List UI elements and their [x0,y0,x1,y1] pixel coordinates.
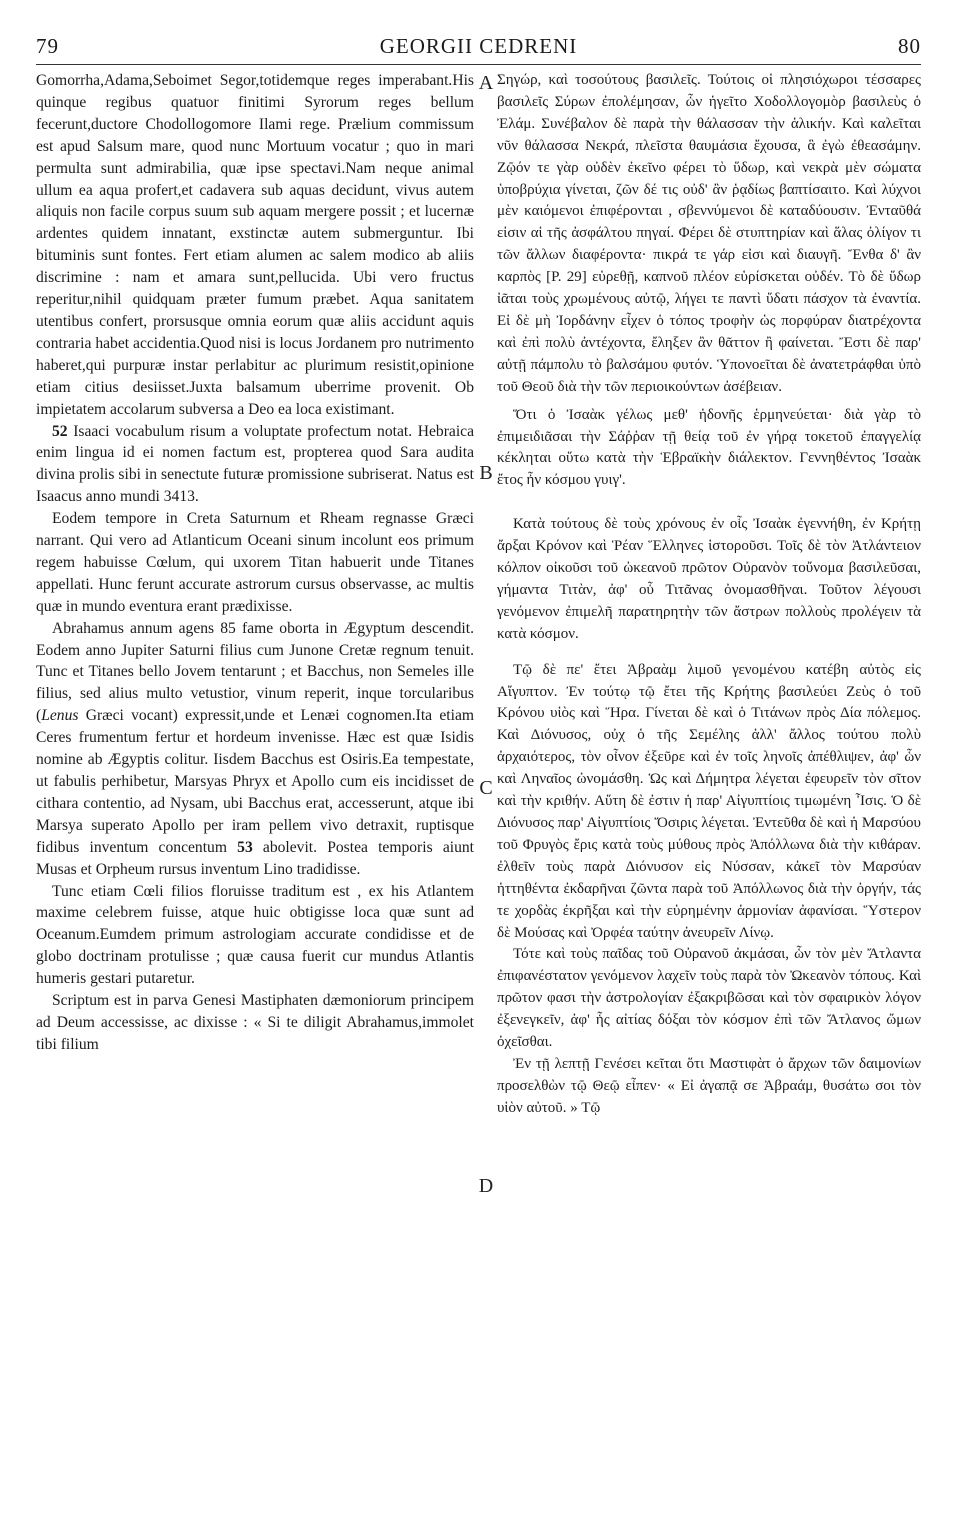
greek-paragraph-1: Σηγώρ, καὶ τοσούτους βασιλεῖς. Τούτοις οἱ πλησιόχωροι τέσσαρες βασιλεῖς Σύρων ἐπολέμησαν, ὧν ἡγεῖτο Χοδολλογομὸρ βασιλεὺς ὁ Ἐλάμ. Συνέβαλον δὲ παρὰ τὴν θάλασσαν τὴν ἁλικήν. Καὶ καλεῖται νῦν θάλασσα Νεκρά, πλεῖστα θαυμάσια ἔχουσα, ἃ ἐγὼ ἐθεασάμην. Ζῷόν τε γὰρ οὐδὲν ἐκεῖνο φέρει τὸ ὕδωρ, καὶ νεκρὰ μὲν σώματα ὑποβρύχια γίνεται, ζῶν δέ τις οὐδ' ἂν ῥᾳδίως βαπτίσαιτο. Καὶ λύχνοι μὲν καιόμενοι ἐπιφέρονται , σβεννύμενοι δὲ καταδύουσιν. Ἐνταῦθά εἰσιν αἱ τῆς ἀσφάλτου πηγαί. Φέρει δὲ στυπτηρίαν καὶ ἅλας ὀλίγον τι τῶν ἄλλων διαφέροντα· πικρά τε γάρ εἰσι καὶ διαυγῆ. Ἔνθα δ' ἂν καρπὸς [P. 29] εὑρεθῇ, καπνοῦ πλέον εὑρίσκεται οὐδέν. Τὸ δὲ ὕδωρ ἰᾶται τοὺς χρωμένους αὐτῷ, λήγει τε παντὶ ὕδατι πάσχον τὰ ἐναντία. Εἰ δὲ μὴ Ἰορδάνην εἶχεν ὁ τόπος τροφὴν ὡς πορφύραν διατρέχοντα καὶ ἐπὶ πολὺ ἀντέχοντα, ἔληξεν ἂν θᾶττον ἢ φαίνεται. Ἔστι δὲ παρ' αὐτῇ πάμπολυ τὸ βαλσάμου φυτόν. Ὑπονοεῖται δὲ ἀνατετράφθαι ὑπὸ τοῦ Θεοῦ διὰ τὴν τῶν περιοικούντων ἀσέβειαν. [497,72,921,395]
page-number-left: 79 [36,34,59,58]
greek-paragraph-6: Ἐν τῇ λεπτῇ Γενέσει κεῖται ὅτι Μαστιφὰτ ὁ ἄρχων τῶν δαιμονίων προσελθὼν τῷ Θεῷ εἶπεν· « Εἰ ἀγαπᾷ σε Ἀβραάμ, θυσάτω σοι τὸν υἱὸν αὐτοῦ. » Τῷ [497,1055,921,1116]
running-header [36,34,921,62]
latin-paragraph-5: Tunc etiam Cœli filios floruisse traditum est , ex his Atlantem maxime celebrem fuisse, atque huic obtigisse loca quæ sunt ad Oceanum.Eumdem primum astrologiam accurate condidisse et de globo doctrinam protulisse ; quæ causa fuerit cur mundus Atlantis humeris gestari putaretur. [36,882,474,988]
greek-column [497,70,921,1516]
latin-paragraph-1: Gomorrha,Adama,Seboimet Segor,totidemque reges imperabant.His quinque regibus quatuor finitimi Syrorum reges bellum fecerunt,ductore Chodollogomore Ilami rege. Prælium commissum est apud Salsum mare, quod nunc Mortuum vocatur ; quo in mari permulta sunt admirabilia, quæ ipse spectavi.Nam neque animal ullum ea aqua profert,et cadavera sub aquas decidunt, vivus autem aliquis non facile corpus suum sub aquam mergere possit ; et lucernæ ardentes quidem innatant, exstinctæ autem submerguntur. Ibi bituminis sunt fontes. Fert etiam alumen ac salem modico ab aliis discrimine : nam et amara sunt,pellucida. Ubi vero fructus reperitur,nihil quidquam præter fumum præbet. Aqua sanitatem utentibus confert, prorsusque omnia eorum quæ aliis accidunt aquis contraria habet accidentia.Quod nisi is locus Jordanem pro nutrimento haberet,qui purpuræ instar perlabitur ac plurimum resistit,opinione etiam citius desiisset.Juxta balsamum uberrime provenit. Ob impietatem accolarum subversa a Deo ea loca existimant. [36,72,474,418]
latin-paragraph-4c: abolevit. Postea temporis aiunt Musas et Orpheum rursus inventum Lino tradidisse. [36,838,474,878]
latin-paragraph-4a: Abrahamus annum agens 85 fame oborta in Ægyptum descendit. Eodem anno Jupiter Saturni filius cum Junone Cretæ regnum tenuit. Tunc et Titanes bello Jovem tentarunt ; et Bacchus, non Semeles ille filius, sed alius multo vetustior, vinum reperit, inque torcularibus ( [36,619,474,725]
running-title: GEORGII CEDRENI [379,34,578,58]
latin-paragraph-4 [36,618,474,881]
greek-paragraph-4: Τῷ δὲ πε' ἔτει Ἀβραὰμ λιμοῦ γενομένου κατέβη αὐτὸς εἰς Αἴγυπτον. Ἐν τούτῳ τῷ ἔτει τῆς Κρήτης βασιλεύει Ζεὺς ὁ τοῦ Κρόνου υἱὸς καὶ Ἥρα. Γίνεται δὲ καὶ ὁ Τιτάνων πρὸς Δία πόλεμος. Καὶ Διόνυσος, οὐχ ὁ τῆς Σεμέλης ἀλλ' ἄλλος τούτου πολὺ ἀρχαιότερος, τὸν οἶνον ἐξεῦρε καὶ ἐν τοῖς ληνοῖς ἀπέθλιψεν, ἀφ' ὧν καὶ Ληναῖος ὠνομάσθη. Ὡς καὶ Δήμητρα λέγεται ἐφευρεῖν τὸν σῖτον καὶ τὴν κριθήν. Αὕτη δὲ ἐστιν ἡ παρ' Αἰγυπτίοις τιμωμένη Ἶσις. Ὁ δὲ Διόνυσος παρ' Αἰγυπτίοις Ὄσιρις λέγεται. Ἐντεῦθα δὲ καὶ ἡ Μαρσύου τοῦ Φρυγὸς ἔρις κατὰ τοὺς μύθους πρὸς Ἀπόλλωνα διὰ τὴν κιθάραν. ἐλθεῖν τοὺς παρὰ Διόνυσον εἰς Νύσσαν, κἀκεῖ τὸν Μαρσύαν ἡττηθέντα ἐκδαρῆναι ζῶντα παρὰ τοῦ Ἀπόλλωνος διὰ τὴν ὀργήν, τάς τε χορδὰς ἐκρῆξαι καὶ τὴν εὑρημένην ἁρμονίαν ἀφανίσαι. Ὕστερον δὲ Μούσας καὶ Ὀρφέα ταύτην ἀνευρεῖν Λίνῳ. [497,661,921,941]
header-rule [36,64,921,65]
margin-marker-a: A [478,72,494,94]
latin-paragraph-2 [36,421,474,509]
latin-paragraph-6: Scriptum est in parva Genesi Mastiphaten dæmoniorum principem ad Deum accessisse, ac dixisse : « Si te diligit Abrahamus,immolet tibi filium [36,992,474,1053]
margin-marker-d: D [478,1175,494,1197]
latin-paragraph-2-text: Isaaci vocabulum risum a voluptate profectum notat. Hebraica enim lingua id ei nomen factum est, propterea quod Sara audita divina prolis sibi in senectute futuræ promissione subriserat. Natus est Isaacus anno mundi 3413. [36,422,474,506]
margin-marker-c: C [479,777,493,799]
latin-paragraph-4b: Græci vocant) expressit,unde et Lenæi cognomen.Ita etiam Ceres frumentum fertur et hordeum invenisse. Hæc est quæ Isidis nomine ab Ægyptis colitur. Iisdem Bacchus est Osiris.Ea tempestate, ut fabulis perhibetur, Marsyas Phryx et Apollo cum eis incidisset de cithara contentio, ad Nysam, ubi Bacchus erat, accesserunt, atque ibi Marsya superato Apollo per iram pellem vivo detraxit, ruptisque fidibus inventum concentum [36,707,474,856]
section-number: 53 [237,838,253,856]
page-number-right: 80 [898,34,921,58]
latin-italic-term: Lenus [41,707,79,725]
greek-paragraph-2: Ὅτι ὁ Ἰσαὰκ γέλως μεθ' ἡδονῆς ἑρμηνεύεται· διὰ γὰρ τὸ ἐπιμειδιᾶσαι τὴν Σάῤῥαν τῇ θείᾳ τοῦ ἐν γήρᾳ τοκετοῦ ἐπαγγελίᾳ κέκληται οὕτω κατὰ τὴν Ἑβραϊκὴν διάλεκτον. Γεννηθέντος Ἰσαὰκ ἔτος ἦν κόσμου γυιγ'. [497,406,921,489]
section-number: 52 [52,422,68,440]
latin-column [36,70,474,1516]
greek-paragraph-3: Κατὰ τούτους δὲ τοὺς χρόνους ἐν οἷς Ἰσαὰκ ἐγεννήθη, ἐν Κρήτῃ ἄρξαι Κρόνον καὶ Ῥέαν Ἕλληνες ἱστοροῦσι. Τοῖς δὲ τὸν Ἀτλάντειον κόλπον οἰκοῦσι τοῦ ὠκεανοῦ πρῶτον Οὐρανὸν τοὔνομα βασιλεῦσαι, γήμαντα Τιτὰν, ἀφ' οὗ Τιτᾶνας ὀνομασθῆναι. Τοῦτον λέγουσι γενόμενον ἐπιμελῆ παρατηρητὴν τῶν ἄστρων πολλοὺς προλέγειν τὰ κατὰ κόσμον. [497,516,921,642]
greek-paragraph-5: Τότε καὶ τοὺς παῖδας τοῦ Οὐρανοῦ ἀκμάσαι, ὧν τὸν μὲν Ἄτλαντα ἐπιφανέστατον γενόμενον λαχεῖν τοὺς παρὰ τὸν Ὠκεανὸν τόπους. Καὶ πρῶτον φασι τὴν ἀστρολογίαν ἐξακριβῶσαι καὶ τὸν σφαιρικὸν λόγον ἐξενεγκεῖν, ἀφ' ἧς αἰτίας δόξαι τὸν κόσμον ἐπὶ τῶν Ἄτλανος ὤμων ὀχεῖσθαι. [497,946,921,1051]
latin-paragraph-3: Eodem tempore in Creta Saturnum et Rheam regnasse Græci narrant. Qui vero ad Atlanticum Oceani sinum incolunt eos primum regem habuisse Cœlum, qui uxorem Titan habuerit unde Titanes appellati. Hunc ferunt accurate astrorum cursus observasse, ac multis quæ in mundo eventura erant prædixisse. [36,510,474,615]
margin-marker-b: B [479,462,493,484]
